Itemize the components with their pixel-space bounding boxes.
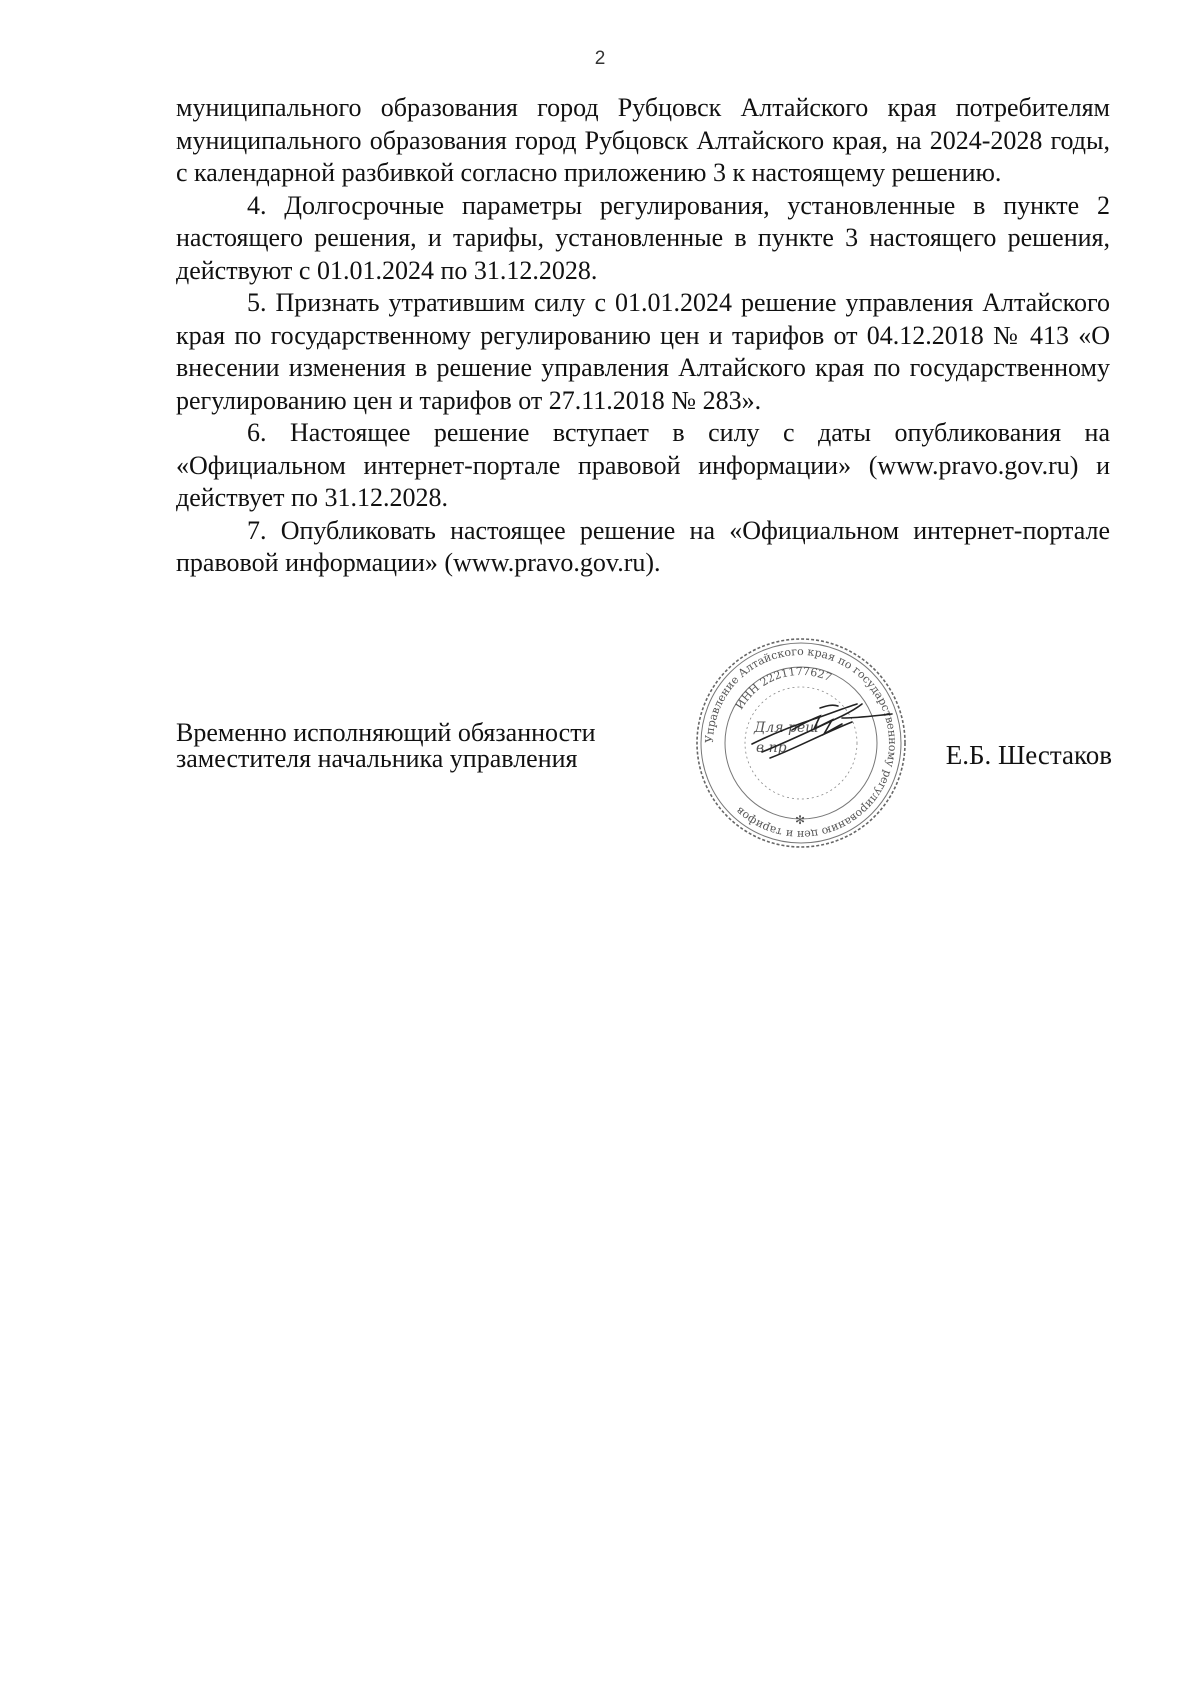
page-number: 2 xyxy=(594,48,606,69)
paragraph-item-7: 7. Опубликовать настоящее решение на «Официальном интернет-портале правовой информации» (www.pravo.gov.ru). xyxy=(176,515,1110,577)
paragraph-item-4: 4. Долгосрочные параметры регулирования, установленные в пункте 2 настоящего решения, и тарифы, установленные в пункте 3 настоящего решения, действуют с 01.01.2024 по 31.12.2028. xyxy=(176,190,1110,285)
seal-inn-ring-text: ИНН 2221177627 xyxy=(732,664,834,712)
signatory-name: Е.Б. Шестаков xyxy=(945,740,1112,770)
paragraph-continuation: муниципального образования город Рубцовск Алтайского края потребителям муниципального образования город Рубцовск Алтайского края, на 2024-2028 годы, с календарной разбивкой согласно приложению 3 к настоящему решению. xyxy=(176,93,1110,187)
signatory-position xyxy=(176,720,596,772)
seal-center-line2: в пр xyxy=(756,740,787,756)
seal-star-icon: ✻ xyxy=(795,813,806,827)
seal-graphic xyxy=(692,634,910,852)
signatory-position-line2: заместителя начальника управления xyxy=(176,744,578,773)
official-seal-stamp xyxy=(692,634,910,852)
paragraph-item-5: 5. Признать утратившим силу с 01.01.2024 решение управления Алтайского края по государственному регулированию цен и тарифов от 04.12.2018 № 413 «О внесении изменения в решение управления Алтайского края по государственному регулированию цен и тарифов от 27.11.2018 № 283». xyxy=(176,288,1110,415)
document-body xyxy=(176,92,1110,580)
seal-outer-ring-text: Управление Алтайского края по государственному регулированию цен и тарифов xyxy=(702,644,900,842)
paragraph-item-6: 6. Настоящее решение вступает в силу с даты опубликования на «Официальном интернет-портале правовой информации» (www.pravo.gov.ru) и действует по 31.12.2028. xyxy=(176,418,1110,512)
signatory-position-line1: Временно исполняющий обязанности xyxy=(176,718,596,747)
seal-center-line1: Для реш xyxy=(754,720,819,736)
seal-inn-text xyxy=(733,665,834,712)
